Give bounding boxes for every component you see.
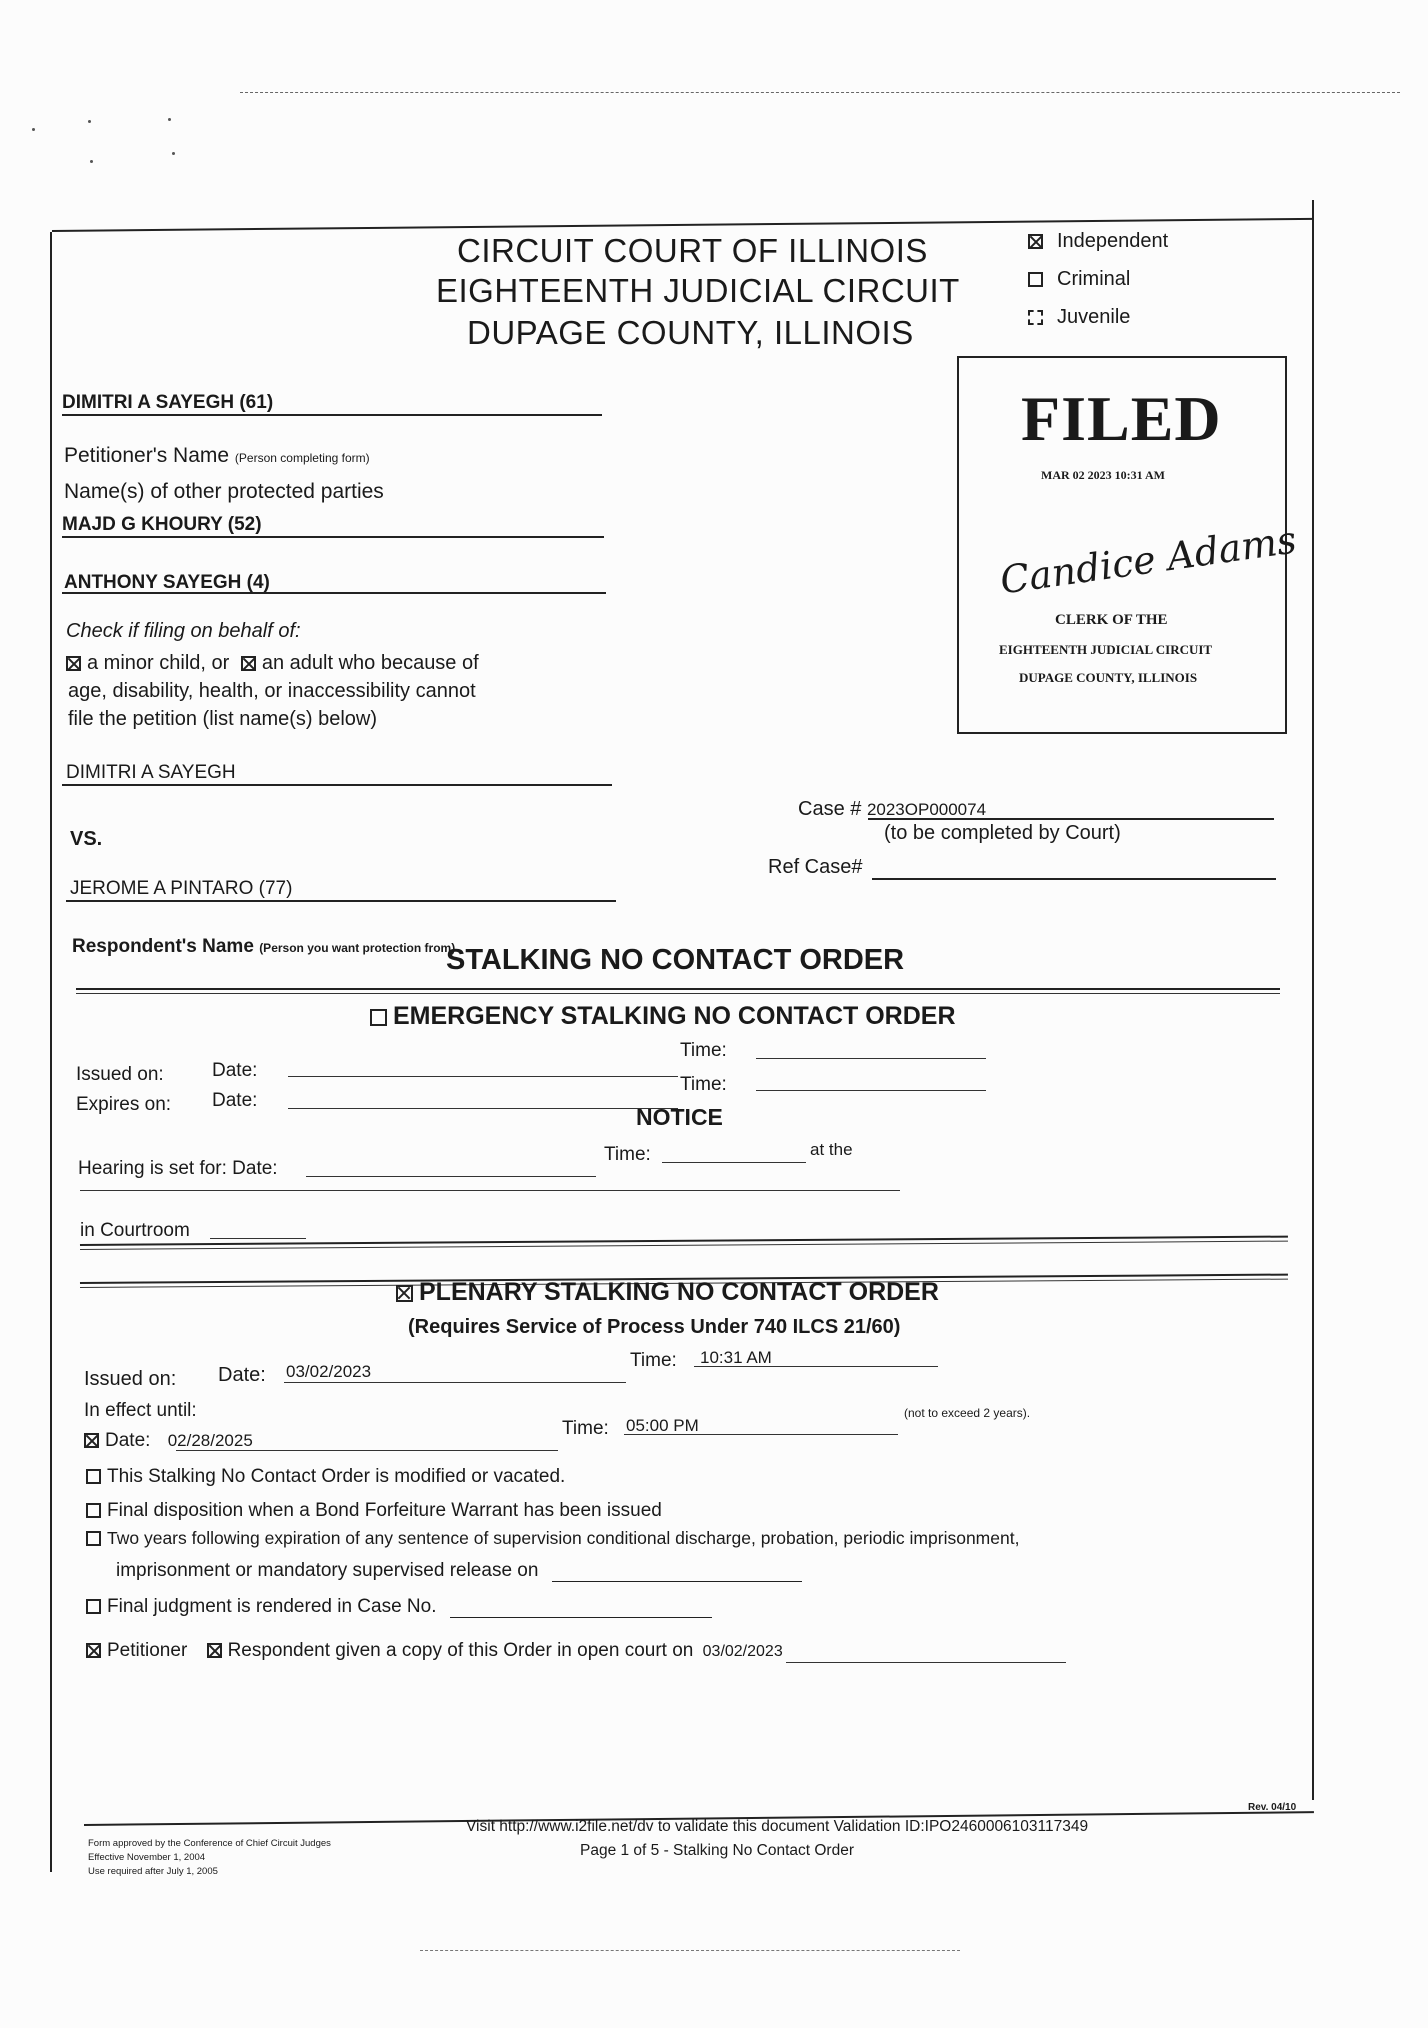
emergency-time-label-2: Time: — [680, 1074, 727, 1095]
plenary-issued-time: 10:31 AM — [700, 1348, 772, 1367]
behalf-name: DIMITRI A SAYEGH — [66, 762, 236, 783]
plenary-checkbox[interactable] — [396, 1285, 413, 1302]
behalf-options: a minor child, or an adult who because of — [66, 652, 479, 675]
checkbox-icon — [86, 1469, 101, 1484]
notice-heading: NOTICE — [636, 1104, 723, 1130]
plenary-issued-label: Issued on: — [84, 1368, 177, 1390]
checkbox-icon — [1028, 310, 1043, 325]
copy-given-row: Petitioner Respondent given a copy of this Order in open court on 03/02/2023 — [86, 1640, 783, 1662]
footer-approved-1: Form approved by the Conference of Chief Circuit Judges — [88, 1838, 331, 1849]
case-type-juvenile[interactable]: Juvenile — [1028, 306, 1130, 329]
filed-word: FILED — [1021, 383, 1222, 454]
respondent-label: Respondent's Name (Person you want protection from) — [72, 936, 456, 957]
clerk-line-1: CLERK OF THE — [1055, 612, 1168, 628]
expires-date-label: Date: — [212, 1090, 258, 1111]
plenary-title: PLENARY STALKING NO CONTACT ORDER — [396, 1278, 939, 1307]
clerk-line-3: DUPAGE COUNTY, ILLINOIS — [1019, 670, 1198, 685]
checkbox-icon — [1028, 234, 1043, 249]
issued-date-label: Date: — [212, 1060, 258, 1081]
plenary-issued-date: 03/02/2023 — [286, 1362, 372, 1381]
case-type-independent[interactable]: Independent — [1028, 230, 1168, 253]
hearing-label: Hearing is set for: Date: — [78, 1158, 278, 1179]
checkbox-icon — [86, 1599, 101, 1614]
behalf-label: Check if filing on behalf of: — [66, 620, 301, 642]
issued-on-label: Issued on: — [76, 1064, 164, 1085]
respondent-copy-checkbox[interactable] — [207, 1643, 222, 1658]
court-line-3: DUPAGE COUNTY, ILLINOIS — [467, 314, 914, 351]
at-the-label: at the — [810, 1140, 853, 1159]
case-number-value: 2023OP000074 — [866, 800, 987, 819]
plenary-subtitle: (Requires Service of Process Under 740 ILCS 21/60) — [408, 1316, 901, 1338]
clerk-signature: Candice Adams — [997, 517, 1300, 603]
checkbox-icon — [86, 1531, 101, 1546]
checkbox-icon — [1028, 272, 1043, 287]
expires-on-label: Expires on: — [76, 1094, 172, 1115]
plenary-time-label: Time: — [630, 1350, 677, 1371]
checkbox-icon — [86, 1503, 101, 1518]
option-final-judgment[interactable]: Final judgment is rendered in Case No. — [86, 1596, 712, 1618]
option-two-years-line-2: imprisonment or mandatory supervised release on — [116, 1560, 802, 1582]
ref-case-label: Ref Case# — [768, 856, 863, 878]
effect-time-value: 05:00 PM — [626, 1416, 699, 1435]
emergency-title: EMERGENCY STALKING NO CONTACT ORDER — [370, 1002, 956, 1031]
petitioner-label: Petitioner's Name (Person completing form) — [64, 444, 370, 467]
emergency-time-label-1: Time: — [680, 1040, 727, 1061]
emergency-checkbox[interactable] — [370, 1009, 387, 1026]
effect-date-value: 02/28/2025 — [167, 1431, 253, 1450]
in-effect-label: In effect until: — [84, 1400, 197, 1421]
other-party-1: MAJD G KHOURY (52) — [62, 514, 262, 535]
effect-time-label: Time: — [562, 1418, 609, 1439]
hearing-time-label: Time: — [604, 1144, 651, 1165]
case-type-criminal[interactable]: Criminal — [1028, 268, 1130, 291]
case-number-note: (to be completed by Court) — [884, 822, 1121, 844]
courtroom-label: in Courtroom — [80, 1220, 190, 1241]
minor-child-checkbox[interactable] — [66, 656, 81, 671]
respondent-name-value: JEROME A PINTARO (77) — [70, 878, 293, 899]
option-modified[interactable]: This Stalking No Contact Order is modified or vacated. — [86, 1466, 565, 1488]
behalf-adult-line-3: file the petition (list name(s) below) — [68, 708, 378, 730]
order-title: STALKING NO CONTACT ORDER — [446, 944, 905, 976]
petitioner-name-value: DIMITRI A SAYEGH (61) — [62, 392, 274, 413]
option-two-years[interactable]: Two years following expiration of any sentence of supervision conditional discharge, probation, periodic imprisonment, — [86, 1528, 1019, 1549]
footer-validate: Visit http://www.i2file.net/dv to validate this document Validation ID:IPO2460006103117349 — [466, 1818, 1089, 1835]
copy-date-value: 03/02/2023 — [702, 1643, 783, 1660]
case-number: Case # 2023OP000074 — [798, 798, 987, 820]
effect-date-checkbox[interactable] — [84, 1433, 99, 1448]
adult-checkbox[interactable] — [241, 656, 256, 671]
footer-approved-2: Effective November 1, 2004 — [88, 1852, 206, 1863]
court-line-2: EIGHTEENTH JUDICIAL CIRCUIT — [436, 272, 960, 309]
footer-page: Page 1 of 5 - Stalking No Contact Order — [580, 1842, 854, 1859]
court-line-1: CIRCUIT COURT OF ILLINOIS — [457, 232, 928, 269]
filed-date: MAR 02 2023 10:31 AM — [1041, 468, 1165, 482]
petitioner-copy-checkbox[interactable] — [86, 1643, 101, 1658]
clerk-line-2: EIGHTEENTH JUDICIAL CIRCUIT — [999, 642, 1213, 657]
effect-date-row: Date: 02/28/2025 — [84, 1430, 253, 1452]
filed-stamp — [957, 356, 1300, 734]
other-party-2: ANTHONY SAYEGH (4) — [64, 572, 270, 593]
plenary-date-label: Date: — [218, 1364, 266, 1386]
behalf-adult-line-2: age, disability, health, or inaccessibility cannot — [68, 680, 476, 702]
versus-label: VS. — [70, 828, 103, 850]
not-exceed-note: (not to exceed 2 years). — [904, 1406, 1031, 1420]
option-bond-forfeiture[interactable]: Final disposition when a Bond Forfeiture Warrant has been issued — [86, 1500, 662, 1522]
footer-rev: Rev. 04/10 — [1248, 1802, 1297, 1813]
footer-approved-3: Use required after July 1, 2005 — [88, 1866, 218, 1877]
other-parties-label: Name(s) of other protected parties — [64, 480, 384, 503]
